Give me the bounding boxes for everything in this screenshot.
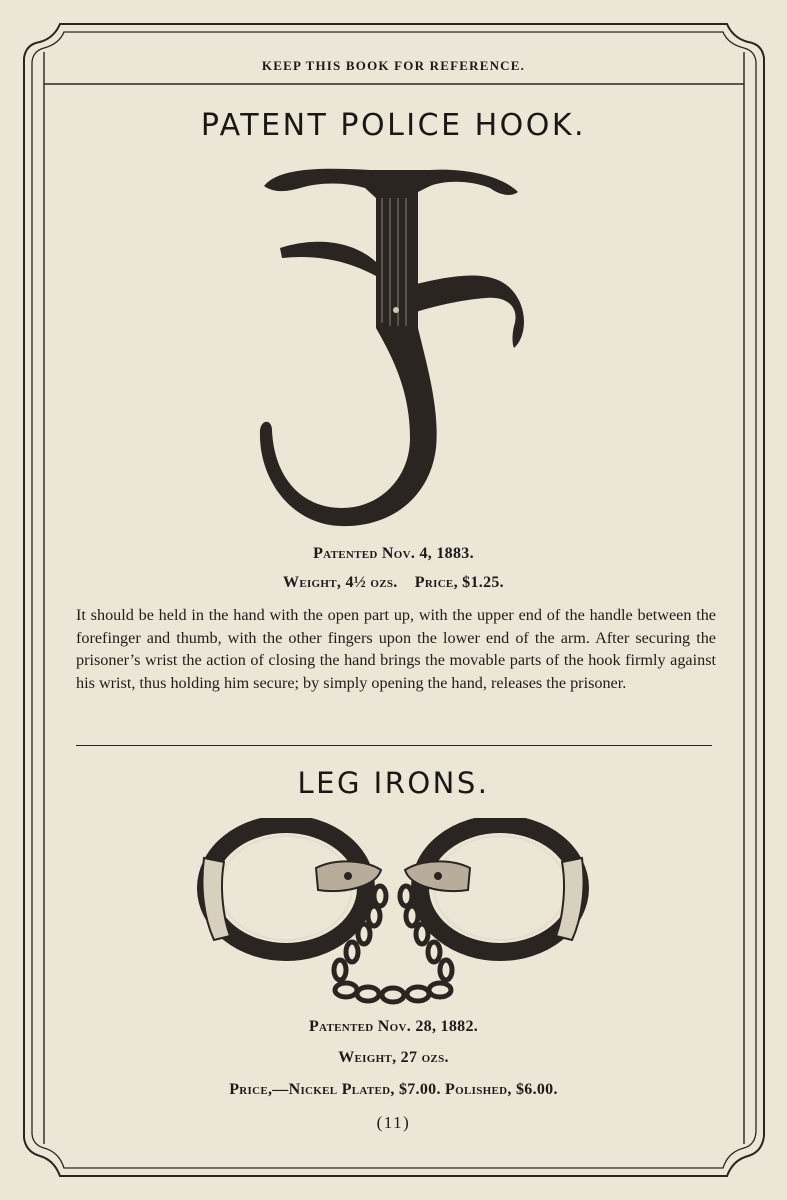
hook-patent-date: Patented Nov. 4, 1883. xyxy=(313,545,474,562)
running-header: KEEP THIS BOOK FOR REFERENCE. xyxy=(261,58,526,73)
hook-description: It should be held in the hand with the open part up, with the upper end of the handle between the forefinger and thumb, with the other fingers upon the lower end of the arm. After securing the prisoner’s wrist the action of closing the hand brings the movable parts of the hook firmly against his wrist, thus holding him secure; by simply opening the hand, releases the prisoner. xyxy=(76,606,716,692)
police-hook-illustration xyxy=(250,158,530,533)
page-number: (11) xyxy=(376,1113,411,1132)
leg-irons-patent-date: Patented Nov. 28, 1882. xyxy=(308,1018,479,1035)
leg-irons-illustration xyxy=(196,818,590,1010)
leg-irons-weight: Weight, 27 ozs. xyxy=(338,1049,449,1066)
leg-irons-price: Price,—Nickel Plated, $7.00. Polished, $6.00. xyxy=(229,1081,558,1098)
police-hook-title: PATENT POLICE HOOK. xyxy=(200,108,587,143)
section-divider xyxy=(76,745,712,746)
hook-weight-price: Weight, 4½ ozs. Price, $1.25. xyxy=(283,574,504,591)
leg-irons-title: LEG IRONS. xyxy=(297,766,490,800)
